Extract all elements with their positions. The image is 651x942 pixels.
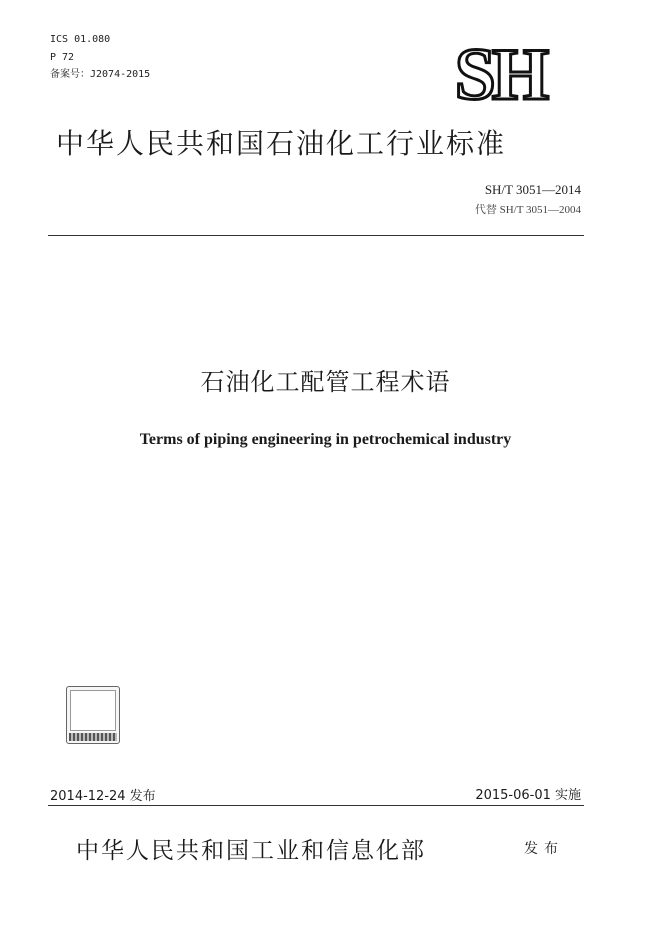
top-divider [48, 235, 584, 236]
issuer-action: 发布 [524, 841, 564, 857]
anti-counterfeit-sticker [66, 686, 120, 744]
bottom-divider [48, 805, 584, 806]
sticker-strip [69, 733, 117, 741]
sh-logo-text: SH [454, 42, 546, 106]
issue-date: 2014-12-24 发布 [50, 789, 156, 804]
implementation-date: 2015-06-01 实施 [475, 788, 581, 803]
standard-code: SH/T 3051—2014 [484, 182, 581, 197]
sh-logo [432, 42, 568, 106]
ics-code: ICS 01.080 [50, 34, 111, 45]
standard-body-heading: 中华人民共和国石油化工行业标准 [56, 127, 507, 160]
sticker-window [70, 690, 116, 731]
issuing-authority: 中华人民共和国工业和信息化部 [76, 838, 426, 864]
registration-number: 备案号：J2074-2015 [50, 69, 151, 80]
document-title-english: Terms of piping engineering in petrochemical industry [139, 431, 512, 448]
sh-logo-graphic [432, 42, 568, 106]
document-title-chinese: 石油化工配管工程术语 [200, 368, 451, 396]
classification-code: P 72 [50, 52, 75, 63]
replaced-standard: 代替 SH/T 3051—2004 [474, 204, 581, 216]
